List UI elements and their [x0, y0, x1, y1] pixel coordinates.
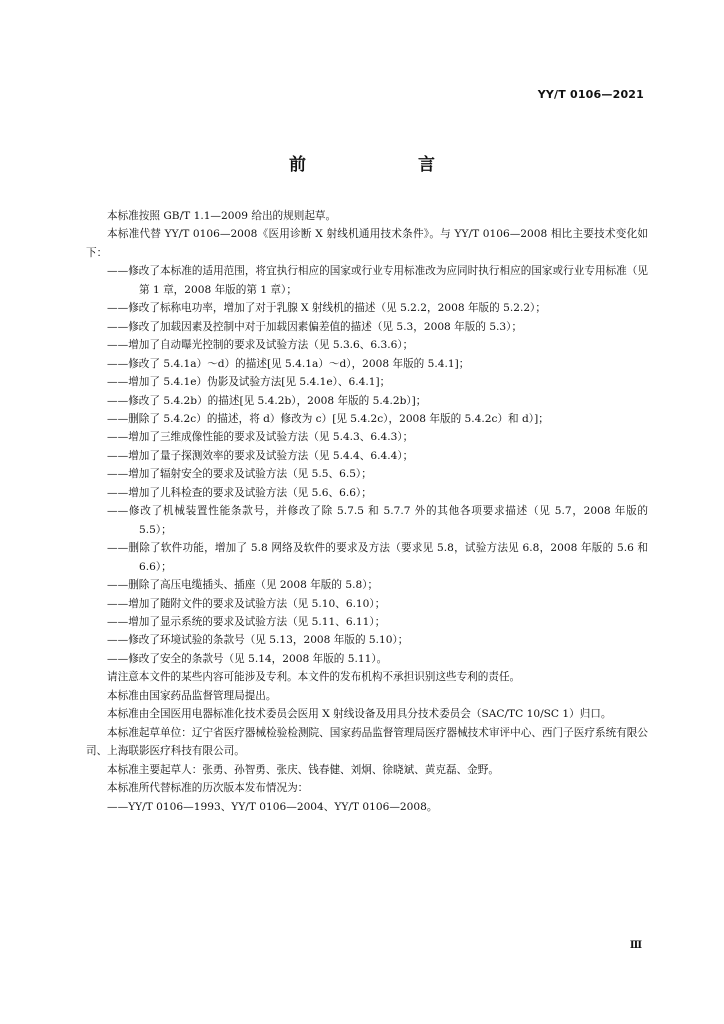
list-item: ——修改了标称电功率，增加了对于乳腺 X 射线机的描述（见 5.2.2，2008 年版的 5.2.2）；: [107, 302, 546, 315]
list-item: ——增加了量子探测效率的要求及试验方法（见 5.4.4、6.4.4）；: [107, 449, 414, 462]
paragraph: 请注意本文件的某些内容可能涉及专利。本文件的发布机构不承担识别这些专利的责任。: [107, 671, 521, 684]
paragraph: 本标准主要起草人：张勇、孙智勇、张庆、钱春健、刘炯、徐晓斌、黄克磊、金野。: [107, 763, 499, 776]
paragraph: 本标准按照 GB/T 1.1—2009 给出的规则起草。: [107, 210, 337, 222]
history-item: ——YY/T 0106—1993、YY/T 0106—2004、YY/T 0106—2008。: [107, 800, 438, 813]
list-item: ——增加了自动曝光控制的要求及试验方法（见 5.3.6、6.3.6）；: [107, 339, 414, 352]
list-item: ——增加了 5.4.1e）伪影及试验方法[见 5.4.1e）、6.4.1]；: [107, 376, 391, 389]
paragraph: 本标准代替 YY/T 0106—2008《医用诊断 X 射线机通用技术条件》。与 YY/T 0106—2008 相比主要技术变化如下：: [86, 228, 648, 259]
page-number: Ⅲ: [629, 940, 642, 951]
list-item: ——修改了加载因素及控制中对于加载因素偏差值的描述（见 5.3，2008 年版的 5.3）；: [107, 320, 523, 333]
list-item: ——删除了高压电缆插头、插座（见 2008 年版的 5.8）；: [107, 579, 379, 592]
list-item: ——修改了机械装置性能条款号，并修改了除 5.7.5 和 5.7.7 外的其他各项要求描述（见 5.7，2008 年版的 5.5）；: [107, 505, 648, 536]
list-item: ——修改了 5.4.1a）～d）的描述[见 5.4.1a）～d），2008 年版的 5.4.1]；: [107, 357, 470, 370]
list-item: ——修改了本标准的适用范围，将宜执行相应的国家或行业专用标准改为应同时执行相应的国家或行业专用标准（见第 1 章，2008 年版的第 1 章）；: [107, 265, 648, 296]
page-title: 前 言: [289, 155, 461, 175]
document-body: [86, 207, 648, 816]
paragraph: 本标准所代替标准的历次版本发布情况为：: [107, 782, 309, 795]
list-item: ——增加了辐射安全的要求及试验方法（见 5.5、6.5）；: [107, 468, 372, 481]
list-item: ——修改了环境试验的条款号（见 5.13，2008 年版的 5.10）；: [107, 634, 409, 647]
list-item: ——修改了 5.4.2b）的描述[见 5.4.2b），2008 年版的 5.4.2b）]；: [107, 394, 427, 407]
list-item: ——删除了软件功能，增加了 5.8 网络及软件的要求及方法（要求见 5.8，试验方法见 6.8，2008 年版的 5.6 和 6.6）；: [107, 542, 648, 573]
closing-section: [86, 668, 648, 816]
list-item: ——修改了安全的条款号（见 5.14，2008 年版的 5.11）。: [107, 652, 388, 665]
paragraph: 本标准起草单位：辽宁省医疗器械检验检测院、国家药品监督管理局医疗器械技术审评中心、西门子医疗系统有限公司、上海联影医疗科技有限公司。: [86, 726, 648, 758]
list-item: ——删除了 5.4.2c）的描述，将 d）修改为 c）[见 5.4.2c），2008 年版的 5.4.2c）和 d）]；: [107, 412, 549, 425]
paragraph: 本标准由全国医用电器标准化技术委员会医用 X 射线设备及用具分技术委员会（SAC/TC 10/SC 1）归口。: [107, 708, 612, 721]
list-item: ——增加了随附文件的要求及试验方法（见 5.10、6.10）；: [107, 597, 386, 610]
standard-code: YY/T 0106—2021: [537, 88, 644, 101]
paragraph: 本标准由国家药品监督管理局提出。: [107, 689, 277, 702]
list-item: ——增加了显示系统的要求及试验方法（见 5.11、6.11）；: [107, 615, 386, 628]
list-item: ——增加了儿科检查的要求及试验方法（见 5.6、6.6）；: [107, 486, 372, 499]
list-item: ——增加了三维成像性能的要求及试验方法（见 5.4.3、6.4.3）；: [107, 431, 414, 444]
changes-list: [86, 262, 648, 668]
intro-section: [86, 207, 648, 262]
